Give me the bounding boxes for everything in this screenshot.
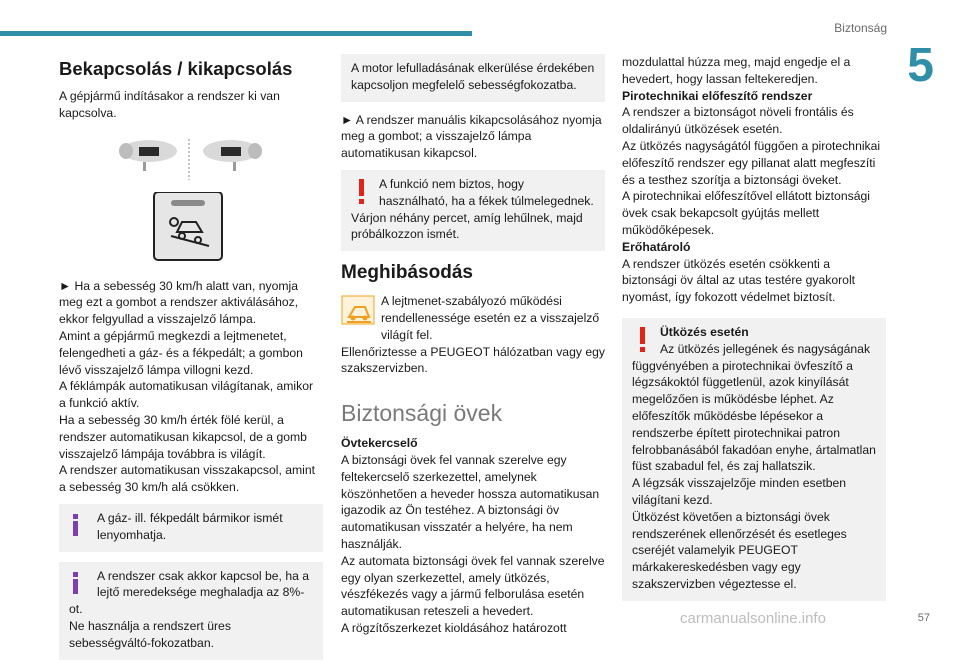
right-steering-wheel-icon: [203, 140, 262, 171]
fault-text: A lejtmenet-szabályozó működési rendellenessége esetén ez a visszajelző világít fel.: [381, 294, 600, 342]
retractor-continued: mozdulattal húzza meg, majd engedje el a hevedert, hogy lassan feltekeredjen.: [622, 55, 851, 86]
info-slope-text: A rendszer csak akkor kapcsol be, ha a lejtő meredeksége meghaladja az 8%-ot.: [69, 568, 310, 617]
info-box-pedals: [59, 504, 323, 552]
step-2: Amint a gépjármű megkezdi a lejtmenetet, felengedheti a gáz- és a fékpedált; a gombon lévő visszajelző lámpa villogni kezd.: [59, 328, 303, 377]
warning-box-overheat: [341, 170, 605, 251]
info-neutral-text: Ne használja a rendszert üres sebességváltó-fokozatban.: [69, 618, 231, 650]
step-1: ► Ha a sebesség 30 km/h alatt van, nyomja meg ezt a gombot a rendszer aktiválásához, ekkor felgyullad a visszajelző lámpa.: [59, 278, 299, 327]
pretensioner-text-3: A pirotechnikai előfeszítővel ellátott biztonsági övek csak bekapcsolt gyújtás mellett működőképesek.: [622, 189, 870, 237]
heading-retractor: Övtekercselő: [341, 436, 418, 451]
chapter-number: 5: [907, 39, 934, 92]
info-pedals-text: A gáz- ill. fékpedált bármikor ismét lenyomhatja.: [97, 510, 283, 542]
collision-text-1: Az ütközés jellegének és nagyságának függvényében a pirotechnikai övfeszítő a légzsákoktól függetlenül, azok kinyílását megelőzően is működésbe léphet. Az előfeszítők működésbe lépésekor a rendszerbe épített pirotechnikai patron felrobbanásából fakadóan enyhe, ártalmatlan füst szabadul fel, és zaj hallatszik.: [632, 341, 876, 474]
info-icon: [69, 570, 89, 596]
step-3: A féklámpák automatikusan világítanak, amikor a funkció aktív.: [59, 379, 314, 411]
section-label: Biztonság: [834, 21, 887, 35]
overheat-text: A funkció nem biztos, hogy használható, ha a fékek túlmelegednek. Várjon néhány percet, amíg lehűlnek, majd próbálkozzon ismét.: [351, 176, 594, 242]
warning-icon: [355, 178, 369, 206]
retractor-text-1: A biztonsági övek fel vannak szerelve egy feltekercselő szerkezettel, amelynek köszönhetően a heveder hossza automatikusan igazodik az Ön testéhez. A biztonsági öv automatikusan visszatér a helyére, ha nem használják.: [341, 452, 600, 551]
hill-descent-button-illustration: [59, 192, 323, 264]
gear-box-text: A motor lefulladásának elkerülése érdekében kapcsoljon megfelelő sebességfokozatba.: [351, 61, 595, 92]
step-5: A rendszer automatikusan visszakapcsol, amint a sebesség 30 km/h alá csökken.: [59, 463, 316, 495]
watermark: carmanualsonline.info: [680, 610, 826, 627]
collision-text-2: A légzsák visszajelzője minden esetben világítani kezd.: [632, 476, 847, 507]
steering-wheel-illustration: [59, 134, 323, 186]
retractor-text-2: Az automata biztonsági övek fel vannak szerelve egy olyan szerkezettel, amely ütközés, vészfékezés vagy a jármű felborulása esetén automatikusan reteszeli a hevedert.: [341, 553, 605, 619]
heading-on-off: Bekapcsolás / kikapcsolás: [59, 58, 293, 79]
gear-box: [341, 54, 605, 102]
header-accent-bar: [0, 31, 472, 36]
hill-descent-warning-lamp-icon: [341, 295, 375, 325]
heading-seat-belts: Biztonsági övek: [341, 400, 503, 427]
step-4: Ha a sebesség 30 km/h érték fölé kerül, a rendszer automatikusan kikapcsol, de a gomb visszajelző lámpája továbbra is világít.: [59, 412, 307, 461]
collision-heading: Ütközés esetén: [660, 324, 749, 339]
warning-icon: [636, 326, 650, 354]
heading-pretensioner: Pirotechnikai előfeszítő rendszer: [622, 88, 813, 103]
pretensioner-text-1: A rendszer a biztonságot növeli frontális és oldalirányú ütközések esetén.: [622, 105, 854, 137]
retractor-text-3: A rögzítőszerkezet kioldásához határozott: [341, 620, 567, 635]
force-limiter-text: A rendszer ütközés esetén csökkenti a biztonsági öv által az utas testére gyakorolt nyomást, így fokozott védelmet biztosít.: [622, 256, 856, 305]
manual-off-text: ► A rendszer manuális kikapcsolásához nyomja meg a gombot; a visszajelző lámpa automatikusan kikapcsol.: [341, 112, 602, 161]
page-number: 57: [917, 612, 930, 624]
heading-fault: Meghibásodás: [341, 262, 473, 284]
pretensioner-text-2: Az ütközés nagyságától függően a pirotechnikai előfeszítő rendszer egy pillanat alatt megfeszíti és a testhez szorítja a biztonsági öveket.: [622, 138, 881, 187]
left-steering-wheel-icon: [119, 140, 177, 171]
intro-text: A gépjármű indításakor a rendszer ki van kapcsolva.: [59, 89, 280, 120]
fault-contact-text: Ellenőriztesse a PEUGEOT hálózatban vagy egy szakszervizben.: [341, 344, 605, 376]
info-icon: [69, 512, 89, 538]
info-box-slope: [59, 562, 323, 660]
heading-force-limiter: Erőhatároló: [622, 239, 691, 254]
collision-text-3: Ütközést követően a biztonsági övek rendszerének ellenőrzését és esetleges cseréjét valamelyik PEUGEOT márkakereskedésben vagy egy szakszervizben végeztesse el.: [632, 509, 847, 591]
column-3: [622, 54, 886, 611]
column-1: [59, 54, 323, 670]
warning-box-collision: [622, 318, 886, 601]
column-2: [341, 54, 605, 637]
